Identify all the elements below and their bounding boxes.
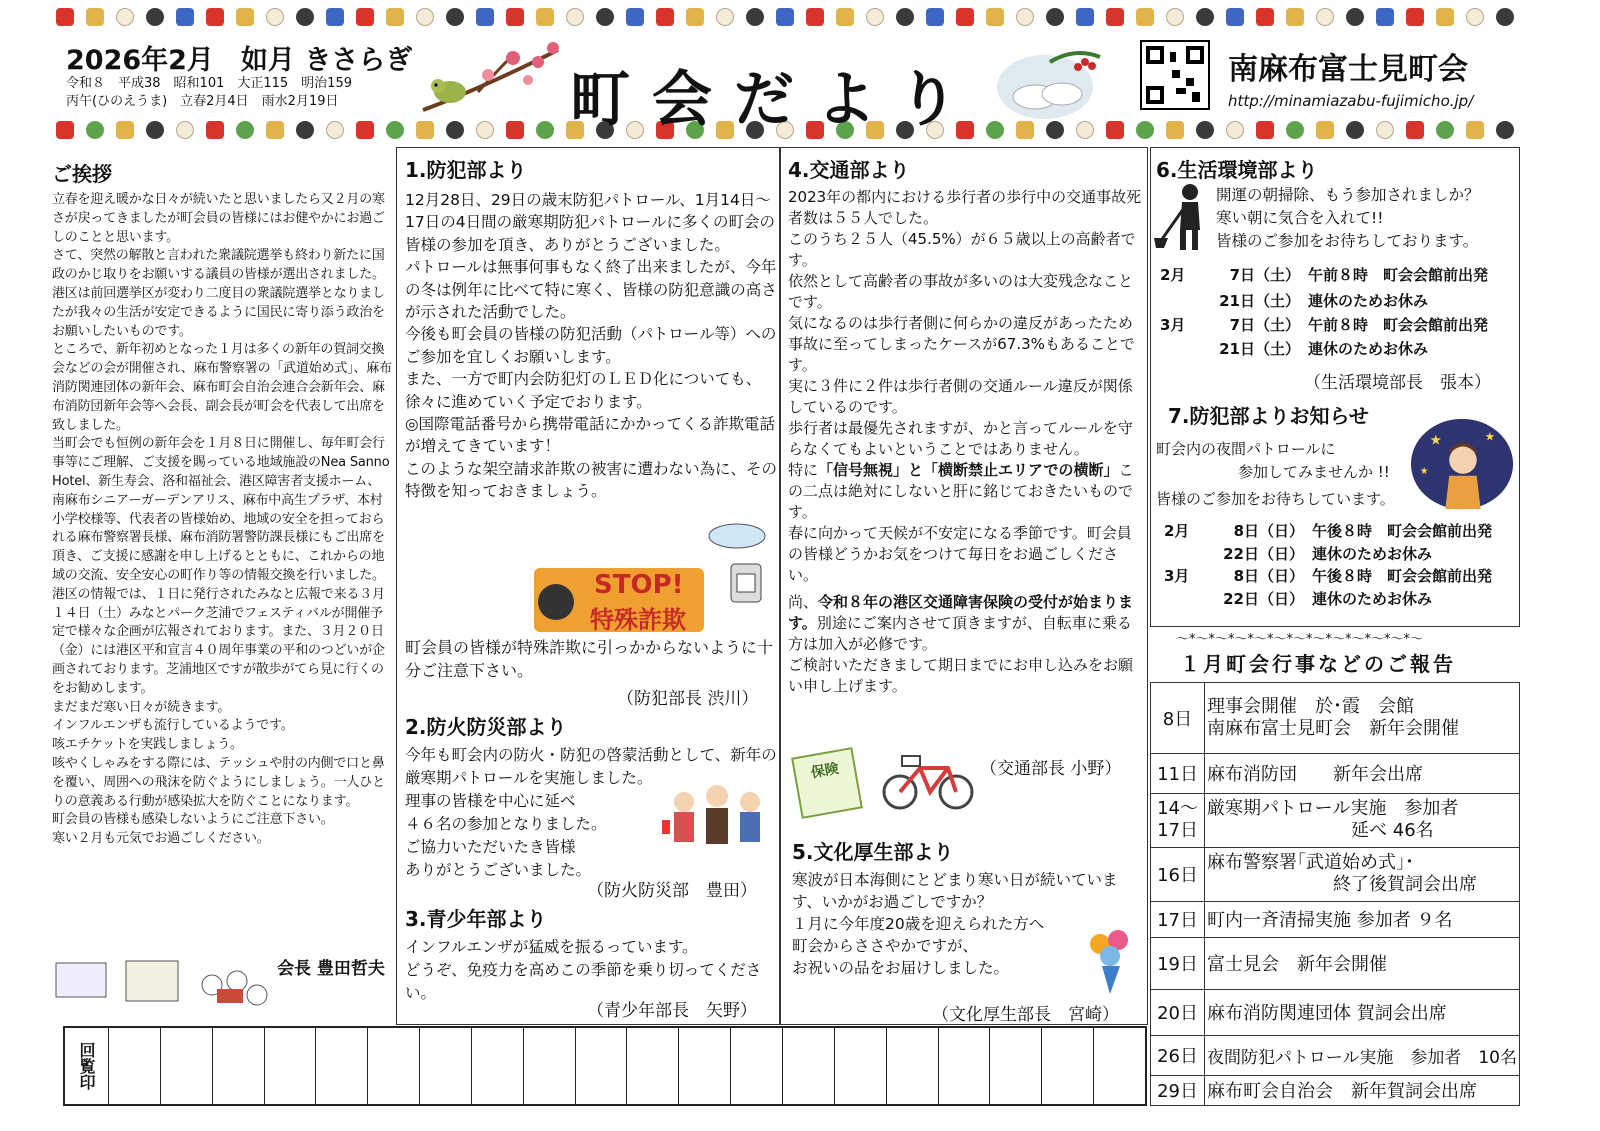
youth-body: インフルエンザが猛威を振るっています。 どうぞ、免疫力を高めこの季節を乗り切ってください。	[405, 938, 762, 1002]
night-patrol-person-icon	[1408, 414, 1516, 514]
crime-notice-schedule-row: 2月 8日（日） 午後８時 町会会館前出発	[1164, 522, 1493, 540]
circulation-label: 回覧印	[65, 1028, 109, 1104]
report-text: 厳寒期パトロール実施 参加者 延べ 46名	[1205, 793, 1519, 847]
crime-notice-intro-line-1: 町会内の夜間パトロールに	[1156, 440, 1336, 458]
youth-title: 3.青少年部より	[405, 907, 547, 931]
bomb-icon	[538, 584, 574, 620]
report-day: 8日	[1151, 683, 1205, 753]
masthead-title: 町会だより	[570, 65, 980, 135]
stamp-cell[interactable]	[1042, 1028, 1094, 1104]
svg-text:★: ★	[1484, 429, 1496, 444]
patrol-people-illustration	[662, 780, 772, 870]
crime-notice-schedule-row: 3月 8日（日） 午後８時 町会会館前出発	[1164, 567, 1493, 585]
stamp-cell[interactable]	[265, 1028, 317, 1104]
crime-notice-intro-line-2: 参加してみませんか !!	[1238, 463, 1390, 481]
traffic-section	[788, 154, 1142, 697]
greeting-body: 立春を迎え暖かな日々が続いたと思いましたら又２月の寒さが戻ってきましたが町会員の皆様にはお健やかにお過ごしのことと思います。 さて、突然の解散と言われた衆議院選挙も終わり新たに国政のかじ取りをお願いする議員の皆様が選出されました。 港区は前回選挙区が変わり二度目の衆議院選挙となりましたが我々の生活が安定できるように国民に寄り添う政治をお願いしたいものです。 ところで、新年初めとなった１月は多くの新年の賀詞交換会などの会が開催され、麻布警察署の「武道始め式」、麻布消防関連団体の新年会、麻布町会自治会連合会新年会、麻布消防団新年会等へ会長、副会長が町会を代表して出席を致しました。 当町会でも恒例の新年会を１月８日に開催し、毎年町会行事等にご理解、ご支援を賜っている地域施設のNea Sanno Hotel、新生寿会、洛和福祉会、港区障害者支援ホーム、南麻布シニアーガーデンアリス、麻布中高生プラザ、本村小学校様等、代表者の皆様始め、地域の安全を担っておられる麻布警察署長様、麻布消防署警防課長様にもご出席を頂き、ご支援に感謝を申し上げるとともに、これからの地域の交流、安全安心の町作り等の情報交換を行いました。 港区の情報では、１日に発行されたみなと広報で来る３月１４日（土）みなとパーク芝浦でフェスティバルが開催予定で様々な企画が広報されております。また、３月２０日（金）には港区平和宣言４０周年事業の平和のつどいが企画されております。芝浦地区ですが散歩がてら見に行くのをお勧めします。 まだまだ寒い日々が続きます。 インフルエンザも流行しているようです。 咳エチケットを実践しましょう。 咳やくしゃみをする際には、テッシュや肘の内側で口と鼻を覆い、周囲への飛沫を防ぐようにしましょう。一人ひとりの意義ある行動が感染拡大を防ぐことになります。 町会員の皆様も感染しないようにご注意下さい。 寒い２月も元気でお過ごしください。	[52, 192, 392, 847]
environment-schedule-row: 21日（土） 連休のためお休み	[1219, 340, 1429, 358]
environment-signature: （生活環境部長 張本）	[1304, 373, 1491, 393]
environment-schedule-row: 3月 7日（土） 午前８時 町会会館前出発	[1160, 316, 1489, 334]
report-text: 富士見会 新年会開催	[1205, 937, 1519, 989]
crime-notice-schedule-row: 22日（日） 連休のためお休み	[1223, 545, 1433, 563]
cloud-phone-icon	[705, 518, 775, 608]
sweeping-person-icon	[1154, 182, 1214, 252]
environment-schedule-row: 2月 7日（土） 午前８時 町会会館前出発	[1160, 266, 1489, 284]
report-text: 麻布町会自治会 新年賀詞会出席	[1207, 1081, 1478, 1103]
stamp-cell[interactable]	[109, 1028, 161, 1104]
stamp-cell[interactable]	[990, 1028, 1042, 1104]
plum-blossom-bird-illustration	[418, 40, 568, 120]
crime-title: 1.防犯部より	[405, 158, 527, 182]
report-text: 町内一斉清掃実施 参加者 ９名	[1205, 901, 1519, 937]
crime-notice-intro	[1156, 438, 1416, 511]
report-row	[1151, 753, 1519, 793]
report-day: 17日	[1151, 901, 1205, 937]
traffic-insurance-emphasis: 令和８年の港区交通障害保険の受付が始まります。	[788, 593, 1134, 632]
stop-fraud-badge	[534, 568, 704, 632]
association-website-link[interactable]: http://minamiazabu-fujimicho.jp/	[1228, 92, 1474, 110]
insurance-document-icon	[791, 747, 863, 819]
report-text: 麻布消防団 新年会出席	[1205, 753, 1519, 793]
stamp-cell[interactable]	[939, 1028, 991, 1104]
report-table-grid	[1151, 683, 1519, 1105]
greeting-section	[52, 158, 392, 849]
svg-text:★: ★	[1419, 465, 1429, 477]
stamp-cell[interactable]	[316, 1028, 368, 1104]
stamp-cell[interactable]	[1094, 1028, 1145, 1104]
report-row	[1151, 989, 1519, 1035]
crime-signature: （防犯部長 渋川）	[617, 689, 759, 709]
environment-intro	[1216, 184, 1520, 253]
stamp-cell[interactable]	[368, 1028, 420, 1104]
report-text: 麻布消防関連団体 賀詞会出席	[1205, 989, 1519, 1035]
report-text: 麻布警察署｢武道始め式｣･ 終了後賀詞会出席	[1205, 847, 1519, 901]
report-day: 14～ 17日	[1151, 793, 1205, 847]
stamp-cell[interactable]	[835, 1028, 887, 1104]
culture-title: 5.文化厚生部より	[792, 840, 954, 864]
fire-title: 2.防火防災部より	[405, 715, 567, 739]
report-divider: ～*～*～*～*～*～*～*～*～*～*～*～*～	[1176, 632, 1424, 647]
stamp-cell[interactable]	[627, 1028, 679, 1104]
greeting-title: ご挨拶	[52, 162, 112, 186]
fire-signature: （防火防災部 豊田）	[587, 881, 757, 901]
environment-schedule	[1160, 264, 1516, 362]
stamp-cell[interactable]	[213, 1028, 265, 1104]
stamp-cell[interactable]	[679, 1028, 731, 1104]
report-row	[1151, 847, 1519, 901]
stamp-cell[interactable]	[576, 1028, 628, 1104]
stamp-cell[interactable]	[524, 1028, 576, 1104]
top-decoration-strip	[50, 5, 1550, 29]
environment-intro-line-1: 開運の朝掃除、もう参加されましか？	[1216, 186, 1480, 204]
report-text: 夜間防犯パトロール実施 参加者 10名	[1205, 1035, 1519, 1075]
environment-section	[1156, 154, 1516, 183]
report-row	[1151, 1035, 1519, 1075]
stamp-cell[interactable]	[161, 1028, 213, 1104]
environment-title: 6.生活環境部より	[1156, 158, 1318, 182]
stamp-cell[interactable]	[887, 1028, 939, 1104]
traffic-title: 4.交通部より	[788, 158, 910, 182]
culture-body: 寒波が日本海側にとどまり寒い日が続いています、いかがお過ごしですか？ １月に今年度20歳を迎えられた方へ 町会からささやかですが、 お祝いの品をお届けしました。	[792, 871, 1118, 977]
greeting-signature: 会長 豊田哲夫	[277, 959, 385, 979]
meeting-people-illustration	[52, 955, 272, 1025]
report-day: 26日	[1151, 1035, 1205, 1075]
report-day: 29日	[1151, 1075, 1205, 1105]
report-row	[1151, 1075, 1519, 1105]
stamp-cell[interactable]	[420, 1028, 472, 1104]
youth-section	[405, 903, 779, 1005]
culture-signature: （文化厚生部長 宮崎）	[932, 1005, 1119, 1025]
circulation-stamp-grid	[63, 1026, 1147, 1106]
report-table	[1150, 682, 1520, 1106]
report-row	[1151, 793, 1519, 847]
traffic-warning-emphasis: 「信号無視」と「横断禁止エリアでの横断」	[818, 461, 1119, 479]
report-row	[1151, 937, 1519, 989]
crime-notice-schedule-row: 22日（日） 連休のためお休み	[1223, 590, 1433, 608]
era-years-line: 令和８ 平成38 昭和101 大正115 明治159	[66, 76, 352, 91]
traffic-body-1: 2023年の都内における歩行者の歩行中の交通事故死者数は５５人でした。 このうち２５人（45.5%）が６５歳以上の高齢者です。 依然として高齢者の事故が多いのは大変残念なことです。 気になるのは歩行者側に何らかの違反があったため事故に至ってしまったケースが67.3%もあることです。 実に３件に２件は歩行者側の交通ルール違反が関係しているのです。 歩行者は最優先されますが、かと言ってルールを守らなくてもよいということではありません。	[788, 188, 1142, 458]
stop-fraud-line1: STOP!	[594, 570, 684, 600]
environment-schedule-row: 21日（土） 連休のためお休み	[1219, 292, 1429, 310]
insurance-icon-label: 保険	[809, 760, 841, 782]
crime-body: 12月28日、29日の歳末防犯パトロール、1月14日～17日の4日間の厳寒期防犯パトロールに多くの町会の皆様の参加を頂き、ありがとうございました。 パトロールは無事何事もなく終了出来ましたが、今年の冬は例年に比べて特に寒く、皆様の防犯意識の高さが示された活動でした。 今後も町会員の皆様の防犯活動（パトロール等）へのご参加を宜しくお願いします。 また、一方で町内会防犯灯のＬＥＤ化についても、徐々に進めていく予定でおります。 ◎国際電話番号から携帯電話にかかってくる詐欺電話が増えてきています！ このような架空請求詐欺の被害に遭わない為に、その特徴を知っておきましょう。	[405, 191, 778, 501]
association-name: 南麻布富士見町会	[1228, 52, 1468, 87]
environment-intro-line-3: 皆様のご参加をお待ちしております。	[1216, 232, 1479, 250]
report-day: 16日	[1151, 847, 1205, 901]
crime-section	[405, 154, 777, 503]
environment-intro-line-2: 寒い朝に気合を入れて!!	[1216, 209, 1384, 227]
report-title: １月町会行事などのご報告	[1180, 652, 1456, 676]
traffic-body-3: 尚、令和８年の港区交通障害保険の受付が始まります。別途にご案内させて頂きますが、自転車に乗る方は加入が必修です。 ご検討いただきまして期日までにお申し込みをお願い申し上げます。	[788, 593, 1134, 695]
issue-date-title: 2026年2月 如月 きさらぎ	[66, 45, 413, 76]
traffic-signature: （交通部長 小野）	[980, 759, 1122, 779]
report-day: 20日	[1151, 989, 1205, 1035]
crime-notice-title: 7.防犯部よりお知らせ	[1168, 404, 1369, 428]
report-row	[1151, 901, 1519, 937]
stamp-cell[interactable]	[731, 1028, 783, 1104]
crime-notice-schedule	[1164, 520, 1518, 610]
flower-bouquet-icon	[1080, 926, 1140, 996]
zodiac-season-line: 丙午(ひのえうま) 立春2月4日 雨水2月19日	[66, 94, 339, 109]
qr-code[interactable]	[1140, 40, 1210, 110]
traffic-body-2: 特に「信号無視」と「横断禁止エリアでの横断」この二点は絶対にしないと肝に銘じておきたいものです。 春に向かって天候が不安定になる季節です。町会員の皆様どうかお気をつけて毎日をお過ごしください。	[788, 461, 1134, 584]
report-text: 理事会開催 於･霞 会館 南麻布富士見町会 新年会開催	[1205, 683, 1519, 753]
youth-signature: （青少年部長 矢野）	[587, 1001, 757, 1021]
snow-rabbit-illustration	[990, 42, 1110, 122]
report-day: 11日	[1151, 753, 1205, 793]
svg-text:★: ★	[1429, 432, 1442, 449]
stamp-cell[interactable]	[472, 1028, 524, 1104]
report-day: 19日	[1151, 937, 1205, 989]
report-row	[1151, 683, 1519, 753]
crime-after-text: 町会員の皆様が特殊詐欺に引っかからないように十分ご注意下さい。	[405, 638, 774, 680]
stamp-cell[interactable]	[783, 1028, 835, 1104]
fire-body: 今年も町会内の防火・防犯の啓蒙活動として、新年の厳寒期パトロールを実施しました。 理事の皆様を中心に延べ ４６名の参加となりました。 ご協力いただいたき皆様 ありがとうございました。	[405, 746, 777, 879]
crime-notice-intro-line-3: 皆様のご参加をお待ちしています。	[1156, 490, 1395, 508]
stop-fraud-line2: 特殊詐欺	[590, 606, 686, 634]
bicycle-icon	[878, 752, 978, 812]
